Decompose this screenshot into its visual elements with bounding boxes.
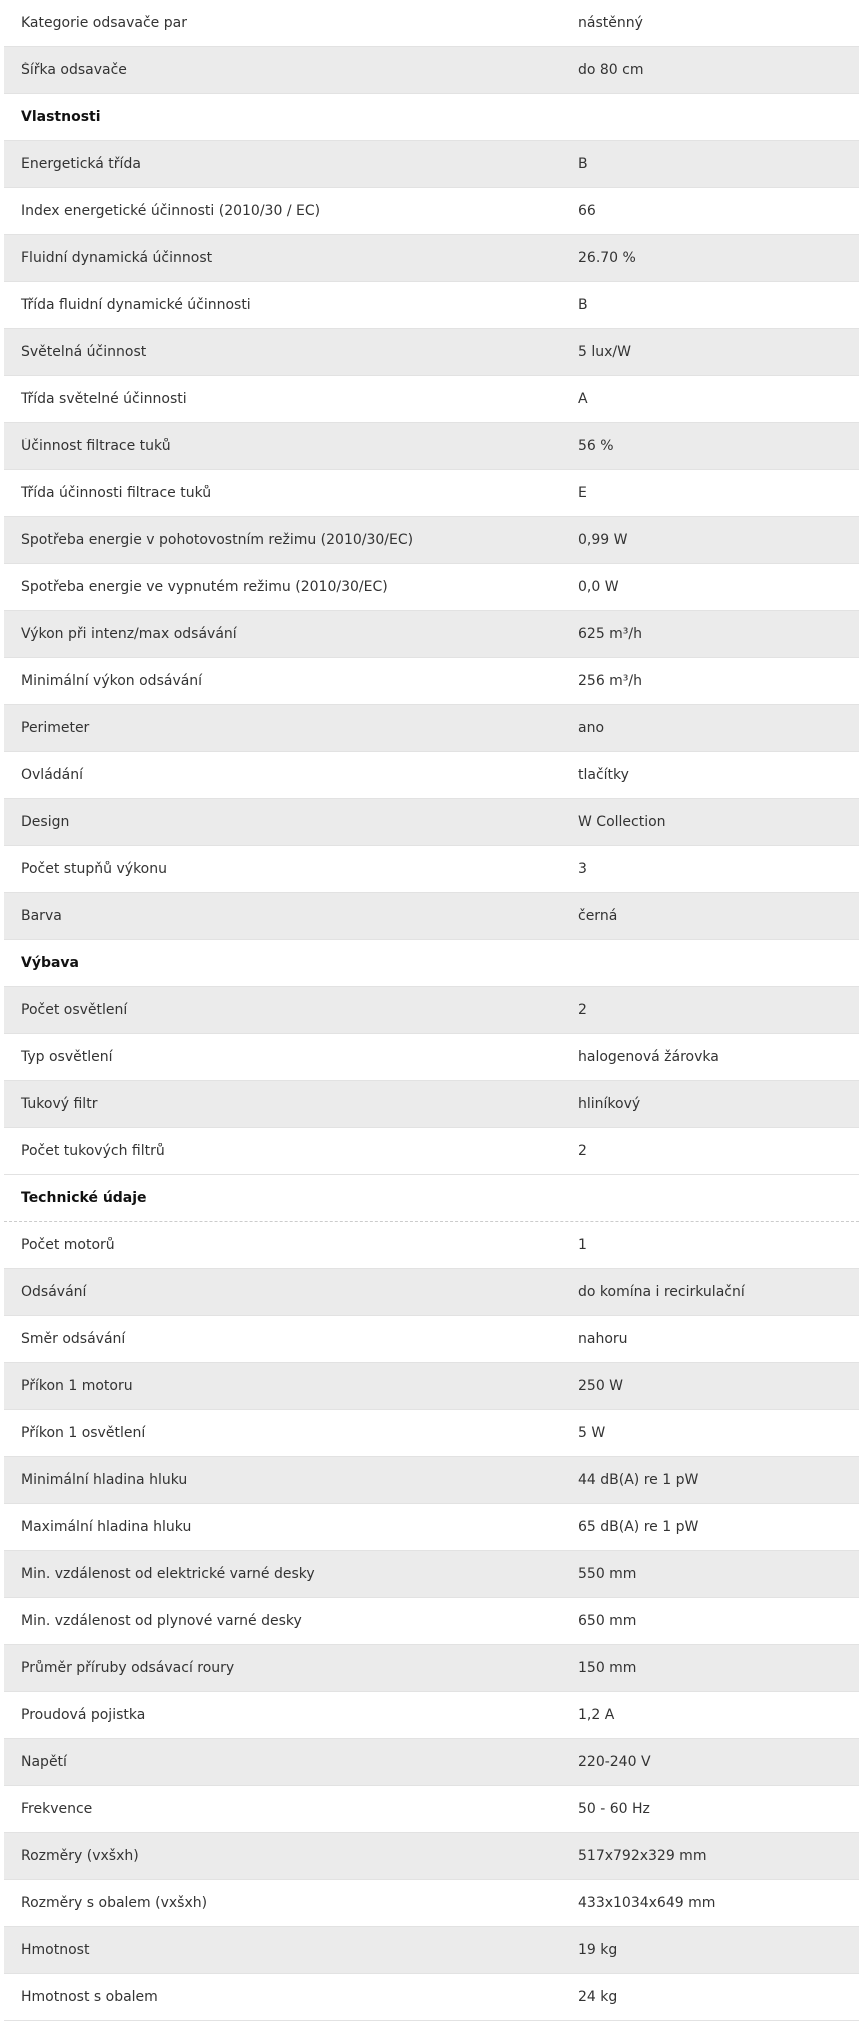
spec-label: Energetická třída [21,156,141,172]
spec-value: 650 mm [578,1613,637,1629]
spec-label: Třída světelné účinnosti [21,391,187,407]
spec-row [4,987,859,1034]
spec-label: Minimální výkon odsávání [21,673,203,689]
spec-label: Příkon 1 motoru [21,1378,133,1394]
spec-value: B [578,297,588,313]
spec-label: Odsávání [21,1284,87,1300]
spec-row [4,1551,859,1598]
spec-row [4,799,859,846]
spec-value: 65 dB(A) re 1 pW [578,1519,699,1535]
spec-value: 5 lux/W [578,344,631,360]
spec-label: Počet tukových filtrů [21,1143,165,1159]
spec-value: 256 m³/h [578,673,643,689]
spec-label: Spotřeba energie ve vypnutém režimu (2010/30/EC) [21,579,388,595]
spec-row [4,1410,859,1457]
spec-value: E [578,485,587,501]
spec-label: Typ osvětlení [21,1049,113,1065]
spec-row [4,1316,859,1363]
spec-label: Třída fluidní dynamické účinnosti [21,297,251,313]
spec-row [4,1222,859,1269]
spec-label: Min. vzdálenost od plynové varné desky [21,1613,302,1629]
spec-row [4,1034,859,1081]
spec-value: 625 m³/h [578,626,643,642]
spec-value: ano [578,720,605,736]
spec-label: Min. vzdálenost od elektrické varné desky [21,1566,315,1582]
spec-label: Rozměry s obalem (vxšxh) [21,1895,208,1911]
spec-label: Proudová pojistka [21,1707,146,1723]
spec-row [4,705,859,752]
spec-value: 56 % [578,438,614,454]
spec-label: Barva [21,908,62,924]
spec-label: Počet stupňů výkonu [21,861,167,877]
spec-row [4,1645,859,1692]
spec-value: 66 [578,203,596,219]
spec-label: Výkon při intenz/max odsávání [21,626,237,642]
spec-value: 1,2 A [578,1707,615,1723]
spec-row [4,1692,859,1739]
spec-value: tlačítky [578,767,629,783]
spec-label: Perimeter [21,720,90,736]
spec-value: 3 [578,861,587,877]
spec-label: Kategorie odsavače par [21,15,187,31]
spec-value: do 80 cm [578,62,644,78]
spec-row [4,1974,859,2021]
spec-value: 5 W [578,1425,606,1441]
spec-row [4,1269,859,1316]
spec-row [4,329,859,376]
spec-label: Napětí [21,1754,67,1770]
section-title: Technické údaje [21,1190,147,1206]
spec-row [4,1128,859,1175]
spec-label: Minimální hladina hluku [21,1472,188,1488]
spec-row [4,47,859,94]
spec-row [4,1880,859,1927]
spec-row [4,1927,859,1974]
spec-value: halogenová žárovka [578,1049,719,1065]
spec-value: 2 [578,1002,587,1018]
spec-row [4,658,859,705]
spec-value: 0,0 W [578,579,619,595]
spec-label: Počet osvětlení [21,1002,128,1018]
spec-value: nahoru [578,1331,628,1347]
spec-row [4,893,859,940]
spec-label: Fluidní dynamická účinnost [21,250,213,266]
spec-label: Ovládání [21,767,84,783]
spec-label: Průměr příruby odsávací roury [21,1660,235,1676]
section-title: Výbava [21,955,80,971]
spec-row [4,1598,859,1645]
spec-label: Světelná účinnost [21,344,147,360]
spec-row [4,517,859,564]
spec-value: 19 kg [578,1942,618,1958]
spec-value: W Collection [578,814,666,830]
section-header [4,1175,859,1222]
spec-label: Tukový filtr [21,1096,98,1112]
spec-row [4,1833,859,1880]
section-header [4,94,859,141]
spec-label: Účinnost filtrace tuků [21,438,171,454]
spec-value: 24 kg [578,1989,618,2005]
spec-label: Směr odsávání [21,1331,126,1347]
spec-value: 50 - 60 Hz [578,1801,650,1817]
spec-value: 26.70 % [578,250,636,266]
spec-value: 1 [578,1237,587,1253]
spec-label: Design [21,814,70,830]
spec-label: Šířka odsavače [21,62,127,78]
section-title: Vlastnosti [21,109,101,125]
spec-row [4,1739,859,1786]
spec-value: 550 mm [578,1566,637,1582]
spec-row [4,564,859,611]
spec-row [4,846,859,893]
spec-label: Příkon 1 osvětlení [21,1425,146,1441]
spec-value: B [578,156,588,172]
spec-row [4,141,859,188]
spec-label: Hmotnost s obalem [21,1989,158,2005]
spec-label: Počet motorů [21,1237,115,1253]
spec-value: 2 [578,1143,587,1159]
spec-label: Frekvence [21,1801,93,1817]
spec-row [4,1081,859,1128]
spec-row [4,611,859,658]
spec-value: 220-240 V [578,1754,651,1770]
spec-label: Třída účinnosti filtrace tuků [21,485,212,501]
spec-value: 250 W [578,1378,624,1394]
spec-value: do komína i recirkulační [578,1284,745,1300]
spec-row [4,376,859,423]
spec-row [4,1504,859,1551]
spec-row [4,0,859,47]
spec-value: 0,99 W [578,532,628,548]
spec-row [4,752,859,799]
spec-label: Rozměry (vxšxh) [21,1848,139,1864]
spec-value: nástěnný [578,15,643,31]
spec-value: 433x1034x649 mm [578,1895,716,1911]
spec-row [4,282,859,329]
spec-value: černá [578,908,618,924]
spec-row [4,1786,859,1833]
spec-label: Index energetické účinnosti (2010/30 / EC) [21,203,321,219]
spec-row [4,1363,859,1410]
section-header [4,940,859,987]
spec-value: A [578,391,588,407]
spec-row [4,470,859,517]
spec-value: 517x792x329 mm [578,1848,707,1864]
spec-value: 150 mm [578,1660,637,1676]
spec-label: Maximální hladina hluku [21,1519,192,1535]
spec-row [4,423,859,470]
spec-label: Hmotnost [21,1942,90,1958]
spec-row [4,1457,859,1504]
spec-row [4,235,859,282]
spec-row [4,188,859,235]
spec-value: 44 dB(A) re 1 pW [578,1472,699,1488]
spec-value: hliníkový [578,1096,641,1112]
spec-table [4,0,859,2021]
spec-label: Spotřeba energie v pohotovostním režimu (2010/30/EC) [21,532,414,548]
